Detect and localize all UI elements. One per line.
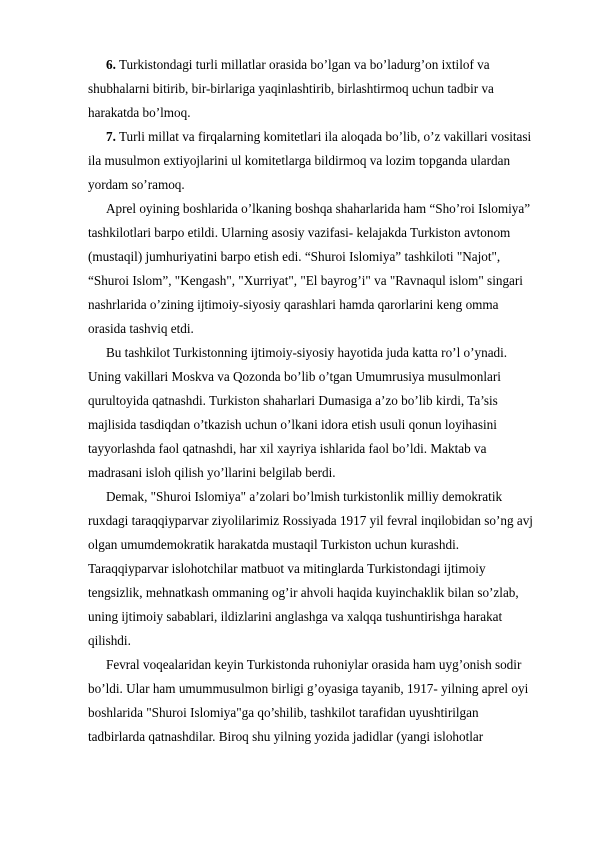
text-line: shubhalarni bitirib, bir-birlariga yaqinlashtirib, birlashtirmoq uchun tadbir va <box>88 81 494 96</box>
text-line: Demak, "Shuroi Islomiya" a’zolari bo’lmish turkistonlik milliy demokratik <box>106 489 503 504</box>
text-line: ruxdagi taraqqiyparvar ziyolilarimiz Rossiyada 1917 yil fevral inqilobidan so’ng avj <box>88 513 533 528</box>
text-line: Taraqqiyparvar islohotchilar matbuot va mitinglarda Turkistondagi ijtimoiy <box>88 561 486 576</box>
text-line: (mustaqil) jumhuriyatini barpo etish edi. “Shuroi Islomiya” tashkiloti "Najot", <box>88 249 501 264</box>
text-line: tayyorlashda faol qatnashdi, har xil xayriya ishlarida faol bo’ldi. Maktab va <box>88 441 487 456</box>
text-line: orasida tashviq etdi. <box>88 321 194 336</box>
text-line: majlisida tasdiqdan o’tkazish uchun o’lkani idora etish usuli qonun loyihasini <box>88 417 497 432</box>
document-body <box>88 53 560 749</box>
text-line: olgan umumdemokratik harakatda mustaqil Turkiston uchun kurashdi. <box>88 537 460 552</box>
text-line: boshlarida "Shuroi Islomiya"ga qo’shilib, tashkilot tarafidan uyushtirilgan <box>88 705 479 720</box>
paragraph-item-7 <box>88 125 560 197</box>
text-line: tadbirlarda qatnashdilar. Biroq shu yilning yozida jadidlar (yangi islohotlar <box>88 729 484 744</box>
text-line: Fevral voqealaridan keyin Turkistonda ruhoniylar orasida ham uyg’onish sodir <box>106 657 522 672</box>
text-line: “Shuroi Islom”, "Kengash", "Xurriyat", "El bayrog’i" va "Ravnaqul islom" singari <box>88 273 523 288</box>
text-line: uning ijtimoiy sabablari, ildizlarini anglashga va xalqqa tushuntirishga harakat <box>88 609 503 624</box>
item-number: 6. <box>106 57 116 72</box>
text-line: Turkistondagi turli millatlar orasida bo’lgan va bo’ladurg’on ixtilof va <box>115 57 490 72</box>
item-number: 7. <box>106 129 116 144</box>
text-line: tashkilotlari barpo etildi. Ularning asosiy vazifasi- kelajakda Turkiston avtonom <box>88 225 511 240</box>
text-line: Aprel oyining boshlarida o’lkaning boshqa shaharlarida ham “Sho’roi Islomiya” <box>106 201 531 216</box>
text-line: Bu tashkilot Turkistonning ijtimoiy-siyosiy hayotida juda katta ro’l o’ynadi. <box>106 345 508 360</box>
paragraph-item-6 <box>88 53 560 125</box>
text-line: nashrlarida o’zining ijtimoiy-siyosiy qarashlari hamda qarorlarini keng omma <box>88 297 499 312</box>
text-line: harakatda bo’lmoq. <box>88 105 191 120</box>
text-line: qilishdi. <box>88 633 131 648</box>
paragraph <box>88 197 560 341</box>
paragraph <box>88 485 560 653</box>
paragraph <box>88 653 560 749</box>
text-line: yordam so’ramoq. <box>88 177 185 192</box>
text-line: Turli millat va firqalarning komitetlari ila aloqada bo’lib, o’z vakillari vositasi <box>115 129 532 144</box>
text-line: bo’ldi. Ular ham umummusulmon birligi g’oyasiga tayanib, 1917- yilning aprel oyi <box>88 681 529 696</box>
text-line: qurultoyida qatnashdi. Turkiston shaharlari Dumasiga a’zo bo’lib kirdi, Ta’sis <box>88 393 498 408</box>
text-line: tengsizlik, mehnatkash ommaning og’ir ahvoli haqida kuyinchaklik bilan so’zlab, <box>88 585 519 600</box>
text-line: madrasani isloh qilish yo’llarini belgilab berdi. <box>88 465 336 480</box>
text-line: ila musulmon extiyojlarini ul komitetlarga bildirmoq va lozim topganda ulardan <box>88 153 511 168</box>
text-line: Uning vakillari Moskva va Qozonda bo’lib o’tgan Umumrusiya musulmonlari <box>88 369 501 384</box>
paragraph <box>88 341 560 485</box>
